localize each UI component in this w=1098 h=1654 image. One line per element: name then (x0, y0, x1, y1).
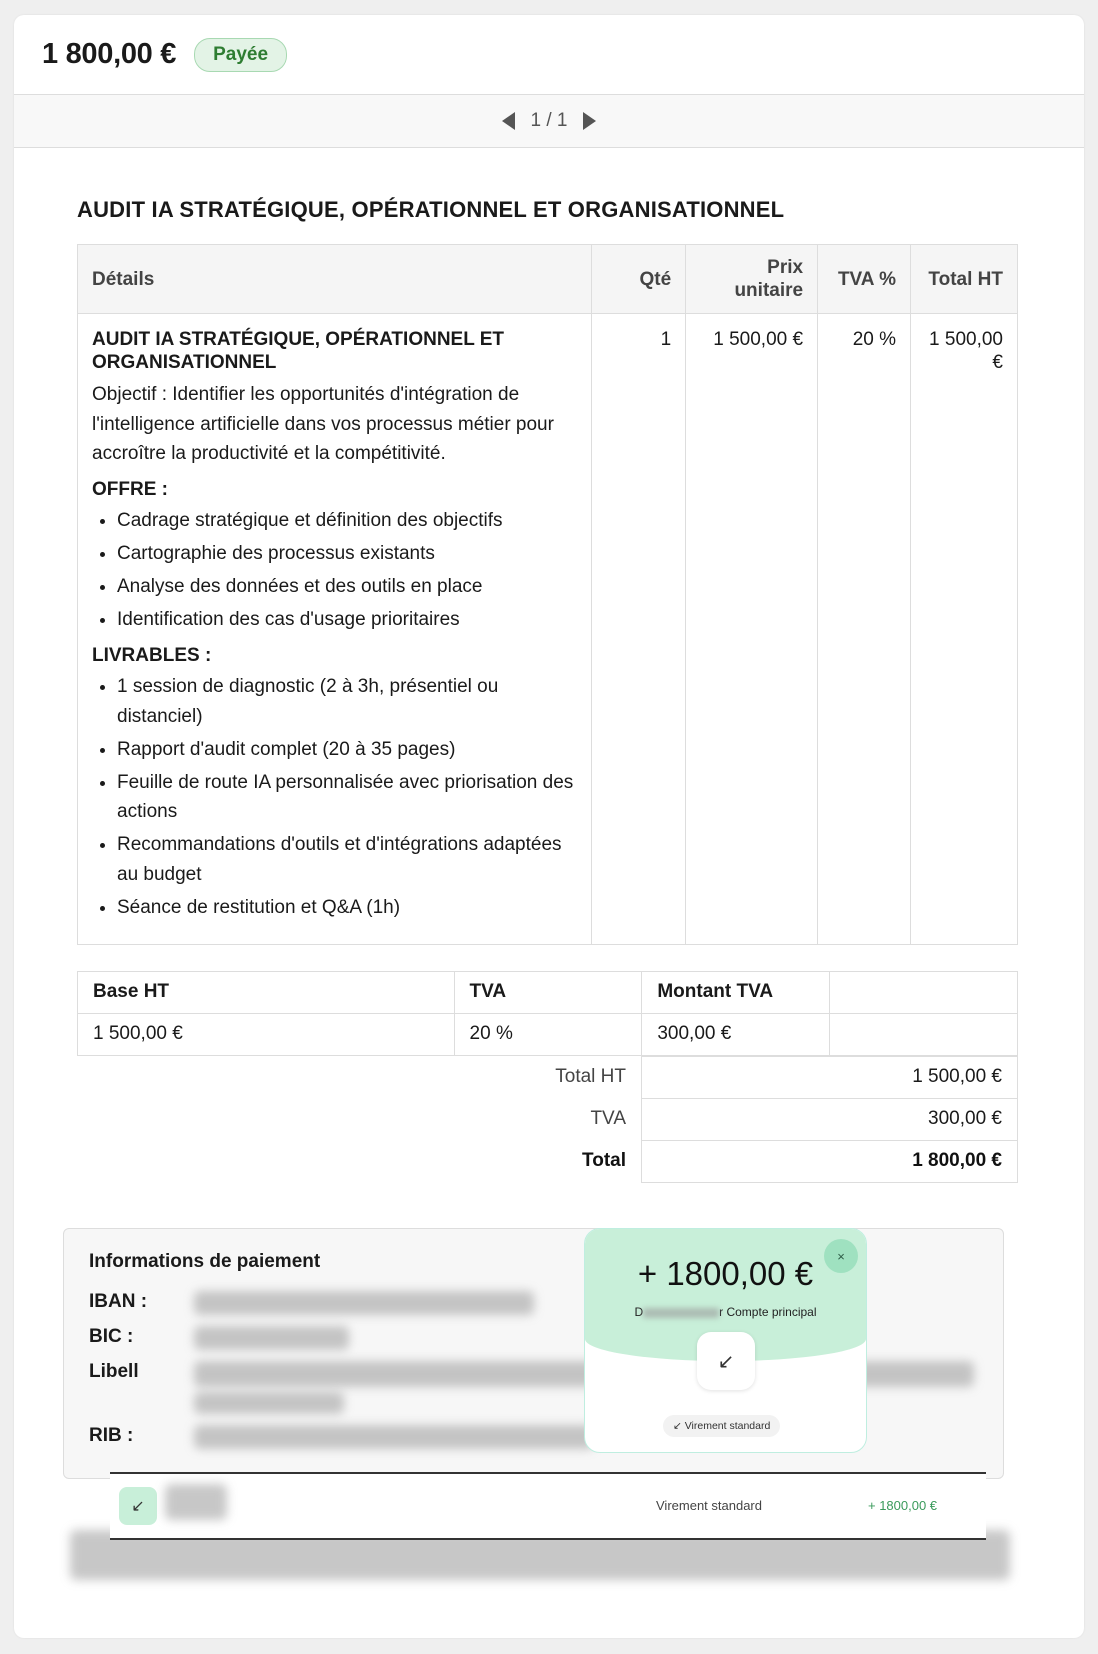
tax-header (830, 971, 1018, 1013)
close-button[interactable]: × (824, 1239, 858, 1273)
item-objective: Objectif : Identifier les opportunités d'intégration de l'intelligence artificielle dans vos processus métier pour accroître la productivité et la compétitivité. (92, 384, 554, 464)
list-item: • Analyse des données et des outils en place (117, 572, 577, 602)
item-details (78, 314, 592, 945)
total-ht-value: 1 500,00 € (642, 1056, 1018, 1098)
account-prefix: D (634, 1305, 644, 1319)
tax-header: Montant TVA (642, 971, 830, 1013)
grand-total-label: Total (582, 1150, 626, 1171)
total-row (77, 1140, 1018, 1182)
popup-amount: + 1800,00 € (637, 1255, 814, 1292)
total-row (77, 1056, 1018, 1098)
items-table (77, 244, 1018, 945)
list-item: • Rapport d'audit complet (20 à 35 pages) (117, 735, 577, 765)
redacted-bic (194, 1326, 349, 1350)
invoice-amount: 1 800,00 € (42, 38, 177, 70)
account-name: r Compte principal (719, 1305, 817, 1319)
tax-cell (830, 1013, 1018, 1055)
transaction-method: Virement standard (656, 1498, 762, 1513)
offer-heading: OFFRE : (92, 478, 168, 500)
previous-page-icon[interactable] (502, 112, 515, 130)
payment-title: Informations de paiement (89, 1251, 321, 1272)
col-unit-price: Prix unitaire (686, 245, 818, 314)
table-header-row (78, 245, 1018, 314)
redacted-rib (194, 1425, 594, 1449)
redacted-iban (194, 1291, 534, 1315)
popup-account (585, 1305, 866, 1319)
incoming-arrow-icon: ↙ (697, 1332, 755, 1390)
tax-cell: 1 500,00 € (78, 1013, 455, 1055)
item-total: 1 500,00 € (911, 314, 1018, 945)
offer-list (92, 506, 577, 635)
totals-table (77, 1056, 1018, 1183)
item-vat: 20 % (818, 314, 911, 945)
invoice-document (77, 197, 1018, 1183)
table-row (78, 314, 1018, 945)
bic-label: BIC : (89, 1326, 134, 1347)
label-label: Libell (89, 1361, 139, 1382)
tax-header-row (78, 971, 1018, 1013)
tax-header: Base HT (78, 971, 455, 1013)
next-page-icon[interactable] (583, 112, 596, 130)
list-item: • Cartographie des processus existants (117, 539, 577, 569)
method-label: Virement standard (684, 1420, 771, 1432)
status-badge: Payée (194, 38, 287, 72)
tax-cell: 300,00 € (642, 1013, 830, 1055)
list-item: • Cadrage stratégique et définition des objectifs (117, 506, 577, 536)
redacted-account (643, 1308, 719, 1318)
item-unit-price: 1 500,00 € (686, 314, 818, 945)
transaction-popup (584, 1228, 867, 1453)
list-item: • 1 session de diagnostic (2 à 3h, présentiel ou distanciel) (117, 672, 577, 731)
deliverables-list (92, 672, 577, 922)
invoice-header (14, 15, 1084, 95)
vat-label: TVA (590, 1108, 626, 1129)
redacted-counterparty (165, 1484, 227, 1520)
total-row (77, 1098, 1018, 1140)
page-navigator (14, 95, 1084, 148)
vat-value: 300,00 € (642, 1098, 1018, 1140)
arrow-icon: ↙ (673, 1420, 685, 1432)
rib-label: RIB : (89, 1425, 134, 1446)
document-title: AUDIT IA STRATÉGIQUE, OPÉRATIONNEL ET ORGANISATIONNEL (77, 197, 785, 222)
grand-total-value: 1 800,00 € (642, 1140, 1018, 1182)
transaction-row[interactable] (110, 1472, 986, 1540)
deliverables-heading: LIVRABLES : (92, 644, 212, 666)
col-vat: TVA % (818, 245, 911, 314)
tax-header: TVA (454, 971, 642, 1013)
col-qty: Qté (592, 245, 686, 314)
tax-table (77, 971, 1018, 1056)
list-item: • Identification des cas d'usage prioritaires (117, 605, 577, 635)
item-qty: 1 (592, 314, 686, 945)
page-indicator: 1 / 1 (530, 110, 568, 131)
list-item: • Feuille de route IA personnalisée avec priorisation des actions (117, 768, 577, 827)
list-item: • Séance de restitution et Q&A (1h) (117, 893, 577, 923)
tax-row (78, 1013, 1018, 1055)
list-item: • Recommandations d'outils et d'intégrations adaptées au budget (117, 830, 577, 889)
incoming-arrow-icon: ↙ (119, 1487, 157, 1525)
tax-cell: 20 % (454, 1013, 642, 1055)
item-title: AUDIT IA STRATÉGIQUE, OPÉRATIONNEL ET ORGANISATIONNEL (92, 329, 505, 373)
redacted-label-2 (194, 1392, 344, 1414)
col-details: Détails (78, 245, 592, 314)
transaction-amount: + 1800,00 € (868, 1498, 938, 1513)
iban-label: IBAN : (89, 1291, 148, 1312)
total-ht-label: Total HT (555, 1066, 626, 1087)
method-pill (663, 1415, 780, 1437)
col-total: Total HT (911, 245, 1018, 314)
